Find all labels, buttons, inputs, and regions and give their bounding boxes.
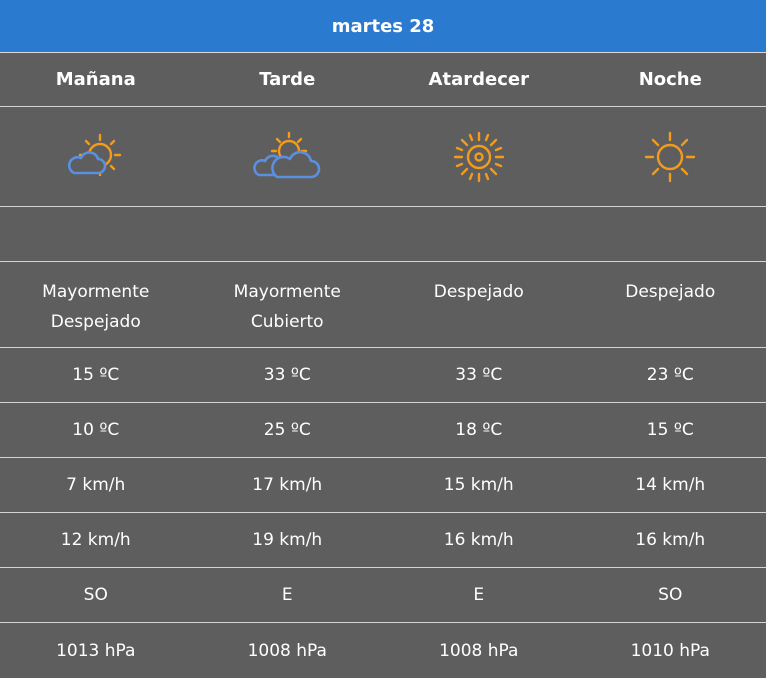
empty-row <box>0 207 766 262</box>
day-title: martes 28 <box>331 15 435 37</box>
icon-cell <box>575 127 767 187</box>
temp-min: 25 ºC <box>263 420 311 440</box>
wind-speed: 17 km/h <box>252 475 323 495</box>
temp-min: 10 ºC <box>72 420 120 440</box>
wind-speed-row <box>0 458 766 513</box>
temp-max: 33 ºC <box>455 365 503 385</box>
period-name: Tarde <box>259 69 316 90</box>
condition-text: Despejado <box>625 282 716 302</box>
empty-cell <box>575 207 767 261</box>
sun-behind-clouds-icon <box>251 129 323 185</box>
wind-gust-row <box>0 513 766 568</box>
icons-row <box>0 107 766 207</box>
wind-gust: 19 km/h <box>252 530 323 550</box>
wind-direction-row <box>0 568 766 623</box>
empty-cell <box>0 207 192 261</box>
day-header <box>0 0 766 53</box>
temp-max: 33 ºC <box>263 365 311 385</box>
pressure-row <box>0 623 766 679</box>
sun-behind-cloud-icon <box>64 129 128 185</box>
pressure: 1013 hPa <box>56 641 136 661</box>
condition-text: Mayormente Cubierto <box>233 282 341 332</box>
wind-direction: SO <box>658 585 683 605</box>
pressure: 1008 hPa <box>247 641 327 661</box>
icon-cell <box>0 129 192 185</box>
condition-row <box>0 262 766 348</box>
wind-direction: E <box>281 585 293 605</box>
wind-speed: 7 km/h <box>66 475 126 495</box>
periods-row <box>0 53 766 107</box>
sun-icon <box>449 127 509 187</box>
period-name: Noche <box>638 69 702 90</box>
empty-cell <box>383 207 575 261</box>
condition-text: Mayormente Despejado <box>42 282 150 332</box>
wind-direction: E <box>473 585 485 605</box>
wind-gust: 12 km/h <box>60 530 131 550</box>
temp-min: 18 ºC <box>455 420 503 440</box>
icon-cell <box>192 129 384 185</box>
wind-speed: 15 km/h <box>443 475 514 495</box>
wind-speed: 14 km/h <box>635 475 706 495</box>
temp-min-row <box>0 403 766 458</box>
temp-max: 23 ºC <box>646 365 694 385</box>
empty-cell <box>192 207 384 261</box>
condition-text: Despejado <box>433 282 524 302</box>
pressure: 1010 hPa <box>630 641 710 661</box>
temp-max: 15 ºC <box>72 365 120 385</box>
wind-gust: 16 km/h <box>635 530 706 550</box>
period-name: Atardecer <box>428 69 529 90</box>
temp-max-row <box>0 348 766 403</box>
temp-min: 15 ºC <box>646 420 694 440</box>
wind-direction: SO <box>83 585 108 605</box>
sun-icon <box>640 127 700 187</box>
icon-cell <box>383 127 575 187</box>
wind-gust: 16 km/h <box>443 530 514 550</box>
pressure: 1008 hPa <box>439 641 519 661</box>
period-name: Mañana <box>55 69 136 90</box>
